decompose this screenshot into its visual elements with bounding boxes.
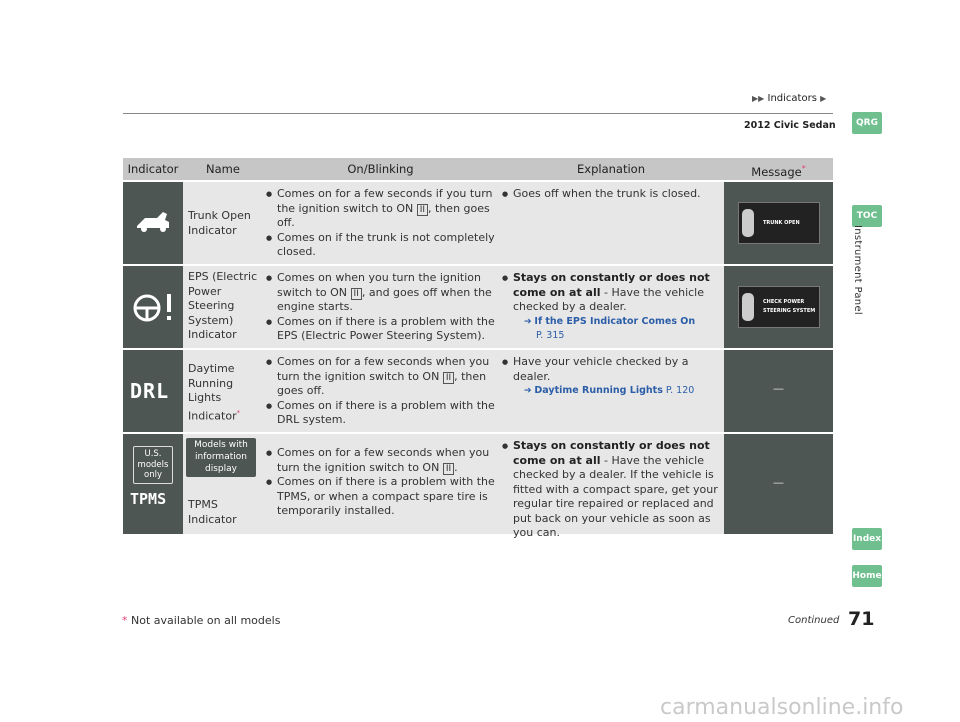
- bullet-item: ● Comes on for a few seconds if you turn the ignition switch to ON II , then goes off.: [265, 187, 495, 231]
- tab-toc[interactable]: TOC: [852, 205, 882, 227]
- page-number: 71: [848, 608, 875, 630]
- explanation-text: ● Goes off when the trunk is closed.: [501, 187, 723, 202]
- model-label: 2012 Civic Sedan: [744, 120, 836, 131]
- breadcrumb-label: Indicators: [767, 93, 817, 104]
- reference-arrow-icon: ➔: [524, 316, 535, 327]
- on-blinking-text: [265, 187, 495, 260]
- col-name: Name: [206, 162, 240, 176]
- message-cell: [724, 182, 833, 264]
- steering-wheel-icon: [742, 293, 754, 321]
- indicator-cell: [123, 434, 183, 534]
- indicator-name: Trunk Open Indicator: [188, 209, 251, 237]
- indicator-cell: [123, 182, 183, 264]
- tab-qrg[interactable]: QRG: [852, 112, 882, 134]
- reference-arrow-icon: ➔: [524, 386, 535, 396]
- on-blinking-text: [265, 355, 495, 428]
- bullet-item: ● Comes on if there is a problem with the TPMS, or when a compact spare tire is temporarily installed.: [265, 475, 495, 519]
- bullet-item: ● Comes on if there is a problem with the DRL system.: [265, 399, 495, 428]
- header-divider: [123, 113, 833, 114]
- col-indicator: Indicator: [127, 162, 179, 176]
- watermark: carmanualsonline.info: [660, 695, 904, 720]
- display-screen-image: CHECK POWER STEERING SYSTEM: [738, 286, 820, 328]
- page-reference-number[interactable]: P. 315: [536, 329, 565, 341]
- col-explanation: Explanation: [577, 162, 645, 176]
- tpms-icon: TPMS: [130, 490, 167, 508]
- ignition-position-label: II: [351, 288, 362, 300]
- on-blinking-text: [265, 271, 495, 344]
- table-row-trunk-open: [123, 182, 833, 264]
- section-title: Instrument Panel: [852, 225, 863, 315]
- us-models-badge: U.S. models only: [133, 446, 173, 484]
- page-reference-link[interactable]: ➔ If the EPS Indicator Comes On: [524, 315, 696, 327]
- models-badge: Models with information display: [186, 438, 256, 477]
- table-header: [123, 158, 833, 180]
- trunk-open-icon: [123, 182, 183, 264]
- breadcrumb[interactable]: [752, 93, 826, 104]
- table-row-tpms: [123, 434, 833, 539]
- explanation-text: ● Have your vehicle checked by a dealer. ➔ Daytime Running Lights P. 120: [501, 355, 723, 398]
- ignition-position-label: II: [443, 372, 454, 384]
- tab-index[interactable]: Index: [852, 528, 882, 550]
- breadcrumb-arrow-icon: ▶: [820, 94, 827, 103]
- bullet-item: ● Comes on when you turn the ignition switch to ON II , and goes off when the engine starts.: [265, 271, 495, 315]
- indicator-name: Daytime Running Lights Indicator*: [188, 362, 241, 423]
- message-empty: —: [773, 476, 784, 489]
- message-empty: —: [773, 382, 784, 395]
- explanation-text: ● Stays on constantly or does not come on at all - Have the vehicle checked by a dealer. If the vehicle is fitted with a compact spare, get your regular tire repaired or replaced and put back on your vehicle as soon as you can.: [501, 439, 723, 541]
- car-icon: [742, 209, 754, 237]
- table-row-drl: [123, 350, 833, 432]
- message-cell: [724, 266, 833, 348]
- message-cell: [724, 350, 833, 432]
- bullet-item: ● Comes on if the trunk is not completely closed.: [265, 231, 495, 260]
- explanation-text: ● Stays on constantly or does not come on at all - Have the vehicle checked by a dealer. ➔ If the EPS Indicator Comes On P. 315: [501, 271, 723, 342]
- bullet-item: ● Comes on if there is a problem with the EPS (Electric Power Steering System).: [265, 315, 495, 344]
- ignition-position-label: II: [417, 204, 428, 216]
- indicator-name: EPS (Electric Power Steering System) Indicator: [188, 270, 258, 341]
- drl-icon: DRL: [130, 379, 170, 403]
- bullet-item: ● Comes on for a few seconds when you turn the ignition switch to ON II .: [265, 446, 495, 475]
- bullet-item: ● Comes on for a few seconds when you turn the ignition switch to ON II , then goes off.: [265, 355, 495, 399]
- continued-label: Continued: [788, 615, 840, 626]
- indicator-cell: [123, 266, 183, 348]
- display-screen-image: TRUNK OPEN: [738, 202, 820, 244]
- ignition-position-label: II: [443, 463, 454, 475]
- indicator-name: TPMS Indicator: [188, 498, 237, 526]
- col-on-blinking: On/Blinking: [347, 162, 414, 176]
- message-cell: [724, 434, 833, 534]
- tab-home[interactable]: Home: [852, 565, 882, 587]
- indicator-cell: [123, 350, 183, 432]
- table-row-eps: [123, 266, 833, 348]
- on-blinking-text: [265, 446, 495, 519]
- eps-steering-wheel-icon: [123, 266, 183, 348]
- breadcrumb-arrow-icon: ▶▶: [752, 94, 765, 103]
- col-message: Message*: [751, 164, 806, 179]
- page-reference-link[interactable]: ➔ Daytime Running Lights P. 120: [524, 385, 695, 396]
- footnote: * Not available on all models: [122, 614, 281, 627]
